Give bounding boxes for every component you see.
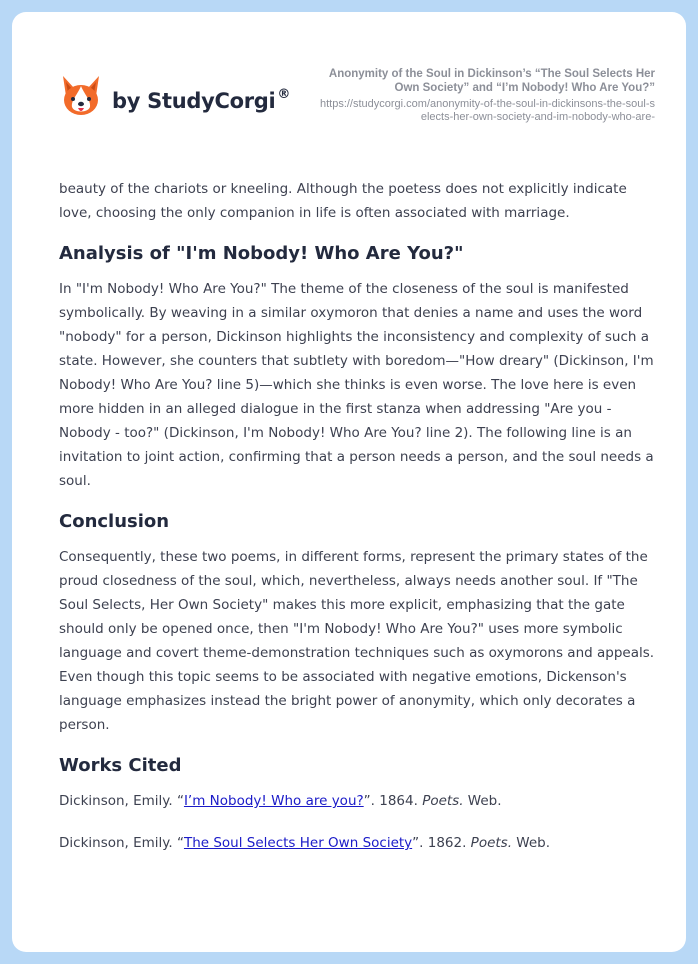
document-url[interactable]: https://studycorgi.com/anonymity-of-the-soul-in-dickinsons-the-soul-selects-her-own-society-and-im-nobody-who-are- xyxy=(319,98,655,123)
works-cited-heading: Works Cited xyxy=(59,755,182,776)
brand-name: by StudyCorgi ® xyxy=(112,87,291,113)
studycorgi-logo[interactable] xyxy=(60,74,290,118)
citation-1-link[interactable]: I’m Nobody! Who are you? xyxy=(183,793,364,809)
conclusion-paragraph: Consequently, these two poems, in different forms, represent the primary states of the proud closedness of the soul, which, nevertheless, always needs another soul. If "The Soul Selects, Her Own Society" makes this more explicit, emphasizing that the gate should only be opened once, then "I'm Nobody! Who Are You?" uses more symbolic language and covert theme-demonstration techniques such as oxymorons and appeals. Even though this topic seems to be associated with negative emotions, Dickenson's language emphasizes instead the bright power of anonymity, which only decorates a person. xyxy=(59,549,655,733)
citation-2-link[interactable]: The Soul Selects Her Own Society xyxy=(183,835,413,851)
intro-paragraph: beauty of the chariots or kneeling. Although the poetess does not explicitly indicate love, choosing the only companion in life is often associated with marriage. xyxy=(59,181,627,221)
citation-2: Dickinson, Emily. “The Soul Selects Her Own Society”. 1862. Poets. Web. xyxy=(59,835,551,851)
analysis-heading: Analysis of "I'm Nobody! Who Are You?" xyxy=(59,243,464,264)
document-page xyxy=(12,12,686,952)
registered-mark: ® xyxy=(277,87,291,102)
conclusion-heading: Conclusion xyxy=(59,511,170,532)
document-content xyxy=(59,177,659,873)
page-header xyxy=(12,12,686,162)
document-title: Anonymity of the Soul in Dickinson’s “The Soul Selects Her Own Society” and “I’m Nobody! Who Are You?” xyxy=(328,68,655,94)
corgi-icon xyxy=(60,74,102,118)
document-meta xyxy=(315,67,655,124)
citation-1: Dickinson, Emily. “I’m Nobody! Who are you?”. 1864. Poets. Web. xyxy=(59,793,502,809)
analysis-paragraph: In "I'm Nobody! Who Are You?" The theme of the closeness of the soul is manifested symbolically. By weaving in a similar oxymoron that denies a name and uses the word "nobody" for a person, Dickinson highlights the inconsistency and complexity of such a state. However, she counters that subtlety with boredom—"How dreary" (Dickinson, I'm Nobody! Who Are You? line 5)—which she thinks is even worse. The love here is even more hidden in an alleged dialogue in the first stanza when addressing "Are you - Nobody - too?" (Dickinson, I'm Nobody! Who Are You? line 2). The following line is an invitation to joint action, confirming that a person needs a person, and the soul needs a soul. xyxy=(59,281,654,489)
